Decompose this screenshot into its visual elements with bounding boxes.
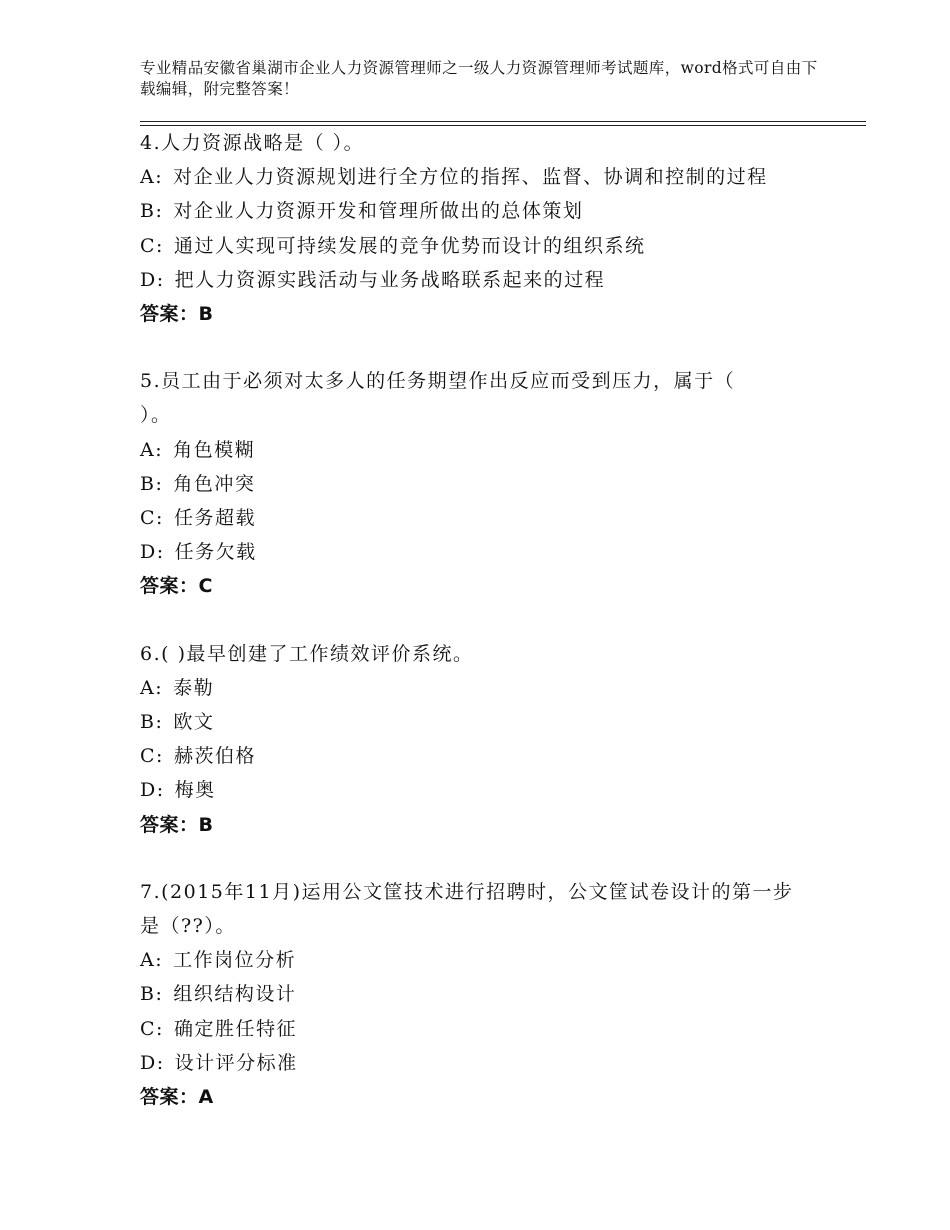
option-text: 设计评分标准 [174,1051,298,1074]
option-label: C: [140,1017,164,1040]
option-d [140,263,840,297]
question-stem: 4.人力资源战略是（ ）。 [140,132,365,154]
option-text: 角色模糊 [173,438,256,461]
option-label: A: [140,438,164,461]
option-a [140,160,840,194]
option-d [140,773,840,807]
option-a [140,943,840,977]
option-label: D: [140,779,165,802]
question-7 [140,875,840,1114]
option-text: 赫茨伯格 [173,745,256,768]
header-rule-top [140,121,866,122]
option-b [140,467,840,501]
option-text: 工作岗位分析 [173,949,297,972]
option-label: C: [140,745,164,768]
option-a [140,671,840,705]
question-stem: 7.(2015年11月)运用公文筐技术进行招聘时，公文筐试卷设计的第一步是（??）。 [140,880,794,938]
option-c [140,739,840,773]
option-a [140,433,840,467]
option-label: C: [140,234,164,257]
question-5 [140,364,840,603]
option-label: A: [140,676,164,699]
option-text: 梅奥 [174,779,216,802]
question-6 [140,637,840,842]
option-label: A: [140,949,164,972]
option-text: 角色冲突 [173,472,256,495]
option-label: A: [140,166,164,189]
option-label: D: [140,1051,165,1074]
option-label: B: [140,200,164,223]
answer-line: 答案：B [140,813,214,836]
option-text: 任务超载 [173,507,256,530]
option-b [140,705,840,739]
option-d [140,1046,840,1080]
option-text: 组织结构设计 [173,983,297,1006]
option-text: 任务欠载 [174,541,257,564]
option-text: 泰勒 [173,676,215,699]
question-list [140,126,840,1147]
question-stem: 6.( )最早创建了工作绩效评价系统。 [140,642,474,665]
option-d [140,535,840,569]
document-header: 专业精品安徽省巢湖市企业人力资源管理师之一级人力资源管理师考试题库，word格式可自由下载编辑，附完整答案！ [140,59,818,98]
option-text: 通过人实现可持续发展的竞争优势而设计的组织系统 [173,234,646,257]
option-label: B: [140,983,164,1006]
option-c [140,501,840,535]
option-label: D: [140,268,165,291]
answer-line: 答案：B [140,303,214,326]
option-text: 确定胜任特征 [173,1017,297,1040]
option-text: 对企业人力资源规划进行全方位的指挥、监督、协调和控制的过程 [173,166,768,189]
answer-line: 答案：A [140,1086,214,1109]
option-b [140,977,840,1011]
option-label: C: [140,507,164,530]
option-b [140,194,840,228]
option-text: 对企业人力资源开发和管理所做出的总体策划 [173,200,584,223]
option-c [140,1012,840,1046]
option-label: D: [140,541,165,564]
answer-line: 答案：C [140,575,213,598]
option-text: 把人力资源实践活动与业务战略联系起来的过程 [174,268,606,291]
question-4 [140,126,840,331]
option-text: 欧文 [173,711,215,734]
option-label: B: [140,472,164,495]
question-stem: 5.员工由于必须对太多人的任务期望作出反应而受到压力，属于（ ）。 [140,370,736,427]
option-c [140,229,840,263]
option-label: B: [140,711,164,734]
